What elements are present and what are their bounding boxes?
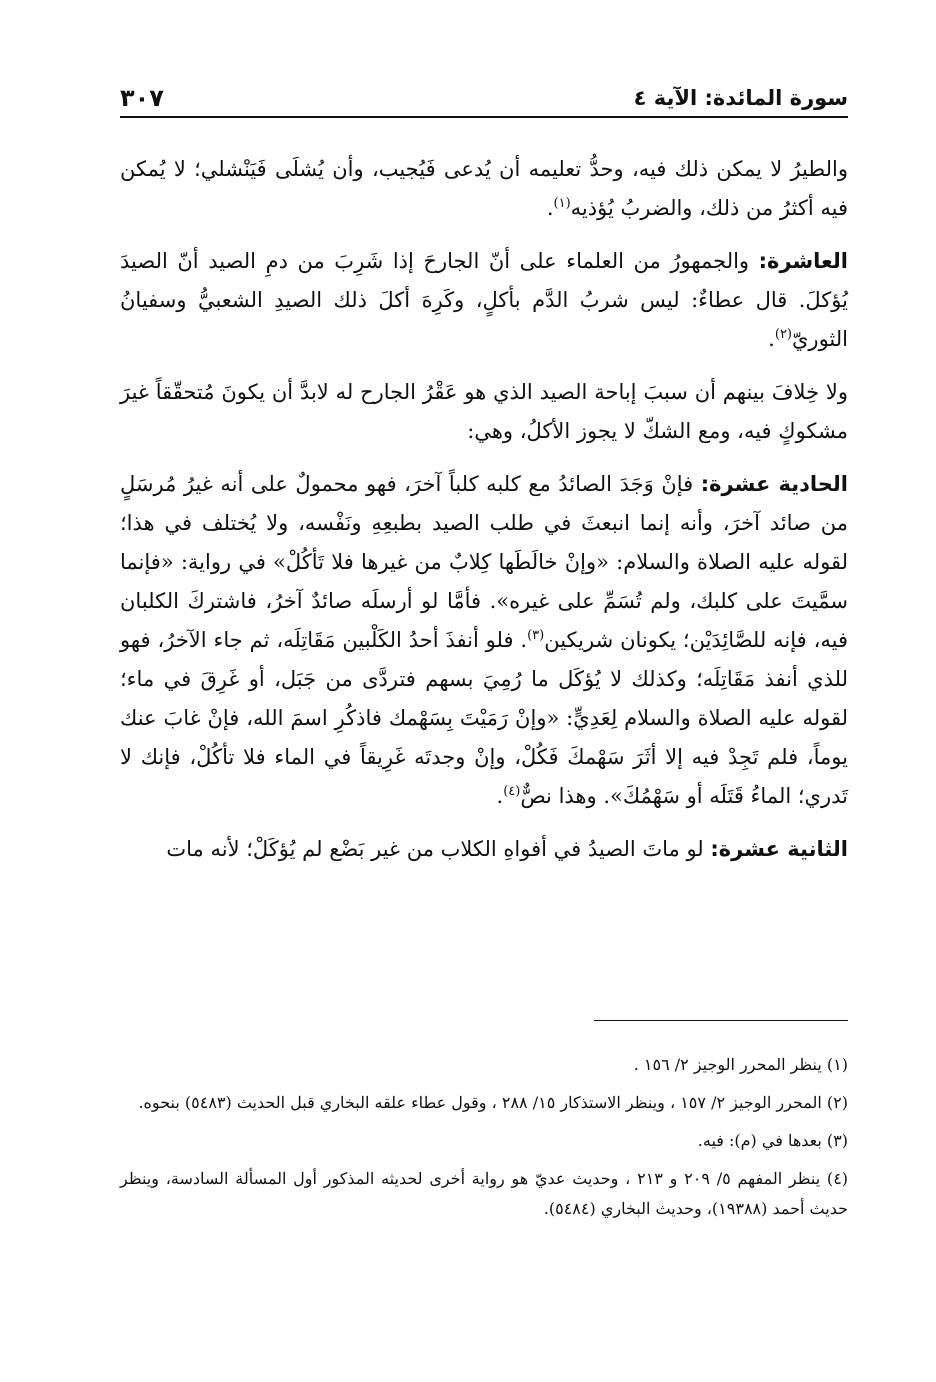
footnote-reference: (٣)	[527, 628, 545, 643]
paragraph	[120, 830, 848, 869]
paragraph-tail: .	[496, 784, 504, 808]
footnote-reference: (٢)	[774, 327, 792, 342]
paragraph-lead: الحادية عشرة:	[700, 472, 848, 496]
paragraph-text: لو ماتَ الصيدُ في أفواهِ الكلاب من غير بَضْع لم يُؤكَلْ؛ لأنه مات	[166, 837, 711, 861]
footnote-divider	[594, 1020, 848, 1021]
footnote-reference: (١)	[553, 196, 571, 211]
footnote: (٣) بعدها في (م): فيه.	[697, 1131, 848, 1150]
paragraph-lead: الثانية عشرة:	[710, 837, 848, 861]
main-text	[120, 150, 848, 883]
footnote: (١) ينظر المحرر الوجيز ٢/ ١٥٦ .	[633, 1055, 848, 1074]
page-number: ٣٠٧	[120, 84, 164, 112]
paragraph-tail: .	[546, 196, 554, 220]
running-title: سورة المائدة: الآية ٤	[633, 86, 848, 110]
footnote: (٢) المحرر الوجيز ٢/ ١٥٧ ، وينظر الاستذكار ١٥/ ٢٨٨ ، وقول عطاء علقه البخاري قبل الحديث (٥٤٨٣) بنحوه.	[138, 1093, 848, 1112]
paragraph	[120, 465, 848, 816]
footnote-reference: (٤)	[503, 784, 521, 799]
paragraph	[120, 150, 848, 228]
paragraph-tail: .	[768, 327, 775, 351]
paragraph-lead: العاشرة:	[758, 249, 848, 273]
paragraph-text: والطيرُ لا يمكن ذلك فيه، وحدُّ تعليمه أن يُدعى فَيُجيب، وأن يُشلَى فَيَنْشلي؛ لا يُمكن فيه أكثرُ من ذلك، والضربُ يُؤذيه	[120, 157, 848, 220]
paragraph-text: والجمهورُ من العلماء على أنّ الجارحَ إذا شَرِبَ من دمِ الصيد أنّ الصيدَ يُؤكلَ. قال عطاءٌ: ليس شربُ الدَّم بأكلٍ، وكَرِهَ أكلَ ذلك الصيدِ الشعبيُّ وسفيانُ الثوريّ	[120, 249, 848, 351]
paragraph	[120, 242, 848, 359]
paragraph-text: ولا خِلافَ بينهم أن سببَ إباحة الصيد الذي هو عَقْرُ الجارح له لابدَّ أن يكونَ مُتحقّقاً غيرَ مشكوكٍ فيه، ومع الشكّ لا يجوز الأكلُ، وهي:	[120, 380, 848, 443]
footnotes	[120, 1050, 848, 1232]
footnote: (٤) ينظر المفهم ٥/ ٢٠٩ و ٢١٣ ، وحديث عديّ هو رواية أخرى لحديثه المذكور أول المسألة السادسة، وينظر حديث أحمد (١٩٣٨٨)، وحديث البخاري (٥٤٨٤).	[120, 1169, 849, 1218]
page-header	[120, 80, 848, 118]
paragraph-text: فإنْ وَجَدَ الصائدُ مع كلبه كلباً آخرَ، فهو محمولٌ على أنه غيرُ مُرسَلٍ من صائد آخرَ، وأنه إنما انبعثَ في طلب الصيد بطبعِهِ ونَفْسه، ولا يُختلف في هذا؛ لقوله عليه الصلاة والسلام: «وإنْ خالَطَها كِلابٌ من غيرها فلا تَأكُلْ» في رواية: «فإنما سمَّيتَ على كلبك، ولم تُسَمِّ على غيره». فأمَّا لو أرسلَه صائدٌ آخرُ، فاشتركَ الكلبان فيه، فإنه للصَّائِدَيْن؛ يكونان شريكين	[120, 472, 849, 652]
paragraph	[120, 373, 848, 451]
paragraph-tail: . فلو أنفذَ أحدُ الكَلْبين مَقَاتِلَه، ثم جاء الآخرُ، فهو للذي أنفذ مَقَاتِلَه؛ وكذلك لا يُؤكَل ما رُمِيَ بسهم فتردَّى من جَبَل، أو غَرِقَ في ماء؛ لقوله عليه الصلاة والسلام لِعَدِيٍّ: «وإنْ رَمَيْتَ بِسَهْمك فاذكُرِ اسمَ الله، فإنْ غابَ عنك يوماً، فلم تَجِدْ فيه إلا أثَرَ سَهْمكَ فَكُلْ، وإنْ وجدتَه غَرِيقاً في الماء فلا تأكُلْ، فإنك لا تَدري؛ الماءُ قَتَلَه أو سَهْمُكَ». وهذا نصٌّ	[120, 628, 848, 808]
